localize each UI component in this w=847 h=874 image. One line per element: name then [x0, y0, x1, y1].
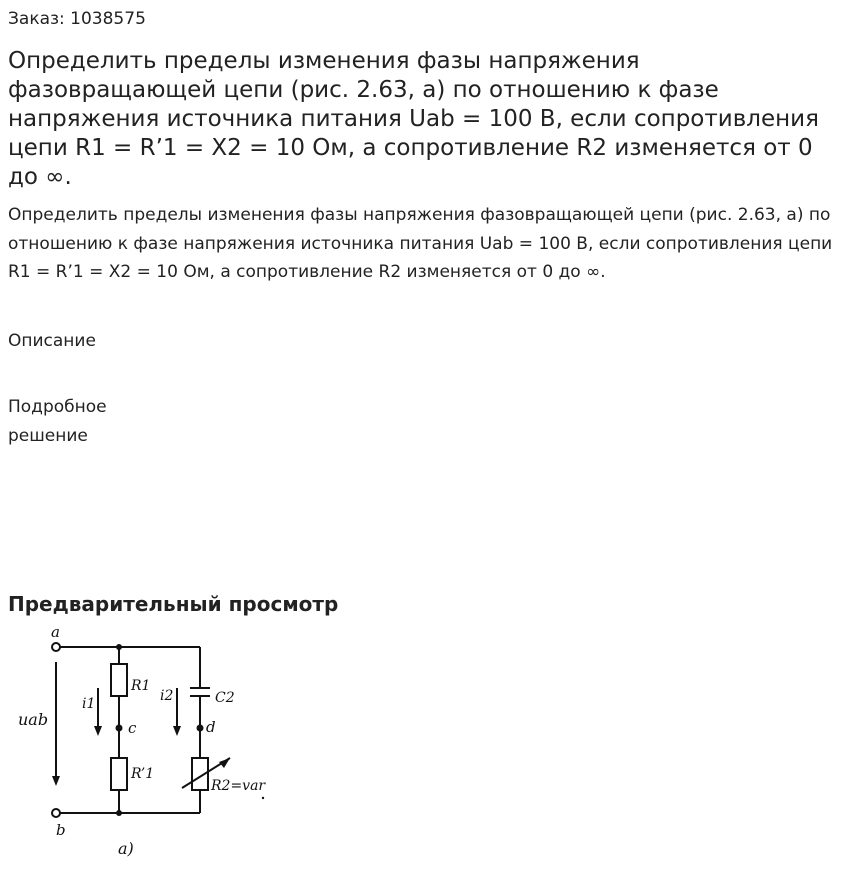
task-headline: Определить пределы изменения фазы напряжения фазовращающей цепи (рис. 2.63, а) по отношению к фазе напряжения источника питания Uab = 100 В, если сопротивления цепи R1 = R’1 = X2 = 10 Ом, а сопротивление R2 изменяется от 0 до ∞.	[8, 48, 819, 190]
detailed-solution-label: Подробное решение	[8, 397, 107, 446]
label-r1-prime: R’1	[131, 766, 155, 782]
label-r2: R2=var	[211, 778, 266, 794]
label-i2: i2	[160, 688, 174, 704]
node-c-dot	[116, 725, 123, 732]
label-a: a	[51, 623, 60, 641]
figure-caption: а)	[118, 839, 134, 858]
terminal-a	[52, 643, 60, 651]
task-description: Определить пределы изменения фазы напряжения фазовращающей цепи (рис. 2.63, а) по отношению к фазе напряжения источника питания Uab = 100 В, если сопротивления цепи R1 = R’1 = X2 = 10 Ом, а сопротивление R2 изменяется от 0 до ∞.	[8, 205, 833, 282]
terminal-b	[52, 809, 60, 817]
label-b: b	[56, 821, 66, 839]
circuit-diagram	[8, 620, 288, 870]
label-c2: C2	[215, 690, 235, 706]
label-r1: R1	[131, 678, 151, 694]
node-d-dot	[197, 725, 204, 732]
resistor-r1-prime	[111, 758, 127, 790]
label-c: c	[128, 719, 137, 737]
preview-title: Предварительный просмотр	[8, 592, 339, 616]
description-label: Описание	[8, 331, 96, 351]
label-uab: uab	[18, 710, 49, 729]
label-i1: i1	[82, 696, 96, 712]
circuit-svg	[8, 620, 288, 870]
order-number: Заказ: 1038575	[8, 9, 146, 29]
label-d: d	[206, 718, 216, 736]
resistor-r1	[111, 664, 127, 696]
